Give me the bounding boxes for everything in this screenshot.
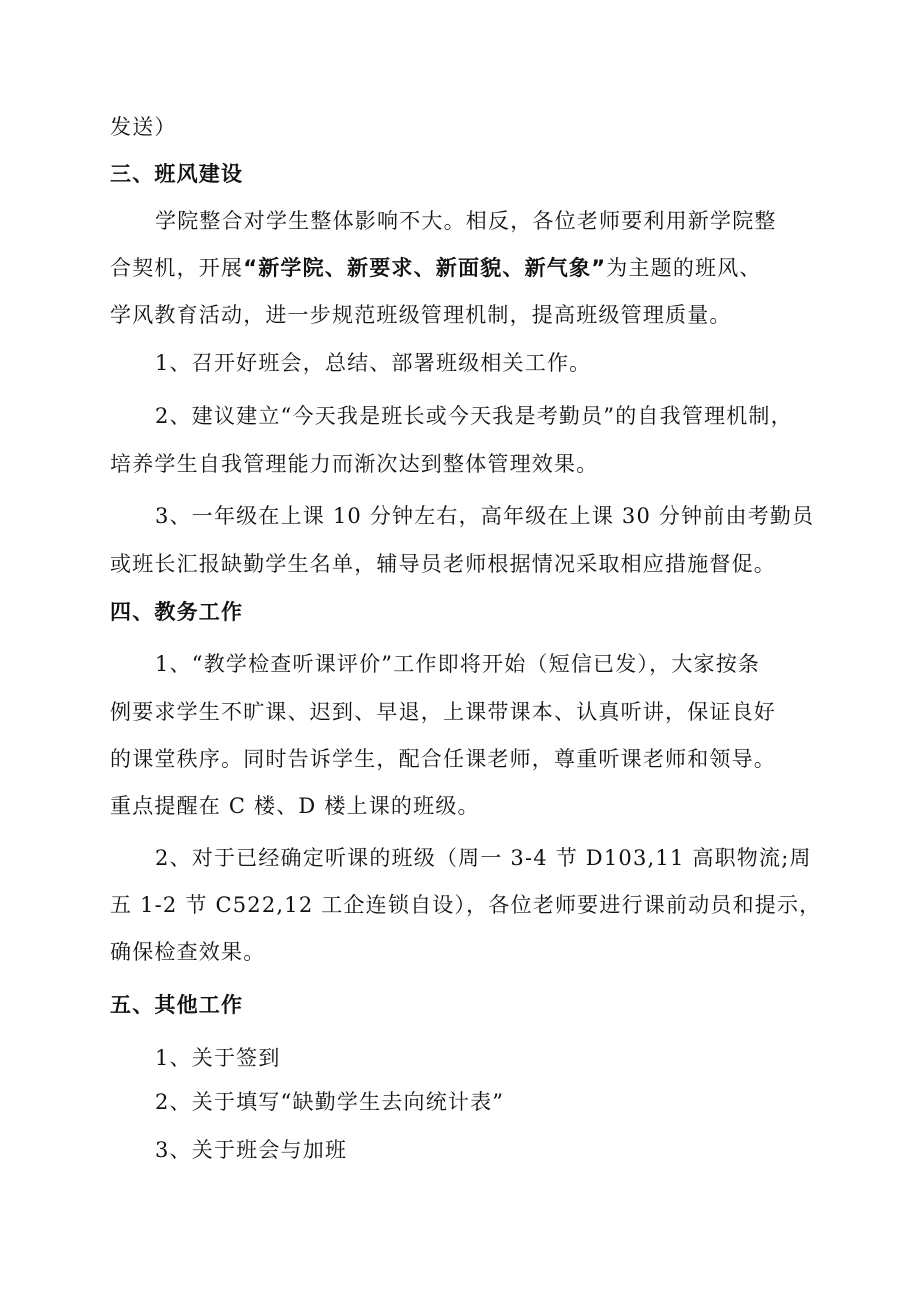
text-line: 重点提醒在 C 楼、D 楼上课的班级。 [110, 794, 480, 818]
theme-slogan: “新学院、新要求、新面貌、新气象” [243, 256, 607, 280]
list-item: 3、关于班会与加班 [155, 1138, 348, 1162]
list-item: 1、“教学检查听课评价”工作即将开始（短信已发），大家按条 [155, 652, 761, 676]
text-span: 合契机，开展 [110, 256, 244, 280]
text-line: 例要求学生不旷课、迟到、早退，上课带课本、认真听讲，保证良好 [110, 700, 776, 724]
text-line: 培养学生自我管理能力而渐次达到整体管理效果。 [110, 452, 599, 476]
text-line: 的课堂秩序。同时告诉学生，配合任课老师，尊重听课老师和领导。 [110, 747, 776, 771]
list-item: 1、召开好班会，总结、部署班级相关工作。 [155, 351, 592, 375]
text-line: 或班长汇报缺勤学生名单，辅导员老师根据情况采取相应措施督促。 [110, 552, 776, 576]
text-line: 发送） [110, 115, 177, 139]
section-heading-3: 三、班风建设 [110, 162, 244, 186]
text-span: 为主题的班风、 [606, 256, 762, 280]
list-item: 3、一年级在上课 10 分钟左右，高年级在上课 30 分钟前由考勤员 [155, 504, 815, 528]
text-line: 学风教育活动，进一步规范班级管理机制，提高班级管理质量。 [110, 303, 732, 327]
list-item: 1、关于签到 [155, 1046, 281, 1070]
list-item: 2、对于已经确定听课的班级（周一 3-4 节 D103,11 高职物流;周 [155, 846, 812, 870]
text-line: 学院整合对学生整体影响不大。相反，各位老师要利用新学院整 [155, 209, 777, 233]
text-line: 确保检查效果。 [110, 940, 266, 964]
text-line: 五 1-2 节 C522,12 工企连锁自设），各位老师要进行课前动员和提示， [110, 893, 822, 917]
list-item: 2、关于填写“缺勤学生去向统计表” [155, 1090, 505, 1114]
section-heading-5: 五、其他工作 [110, 993, 244, 1017]
section-heading-4: 四、教务工作 [110, 600, 244, 624]
text-line [110, 254, 762, 282]
list-item: 2、建议建立“今天我是班长或今天我是考勤员”的自我管理机制， [155, 404, 793, 428]
